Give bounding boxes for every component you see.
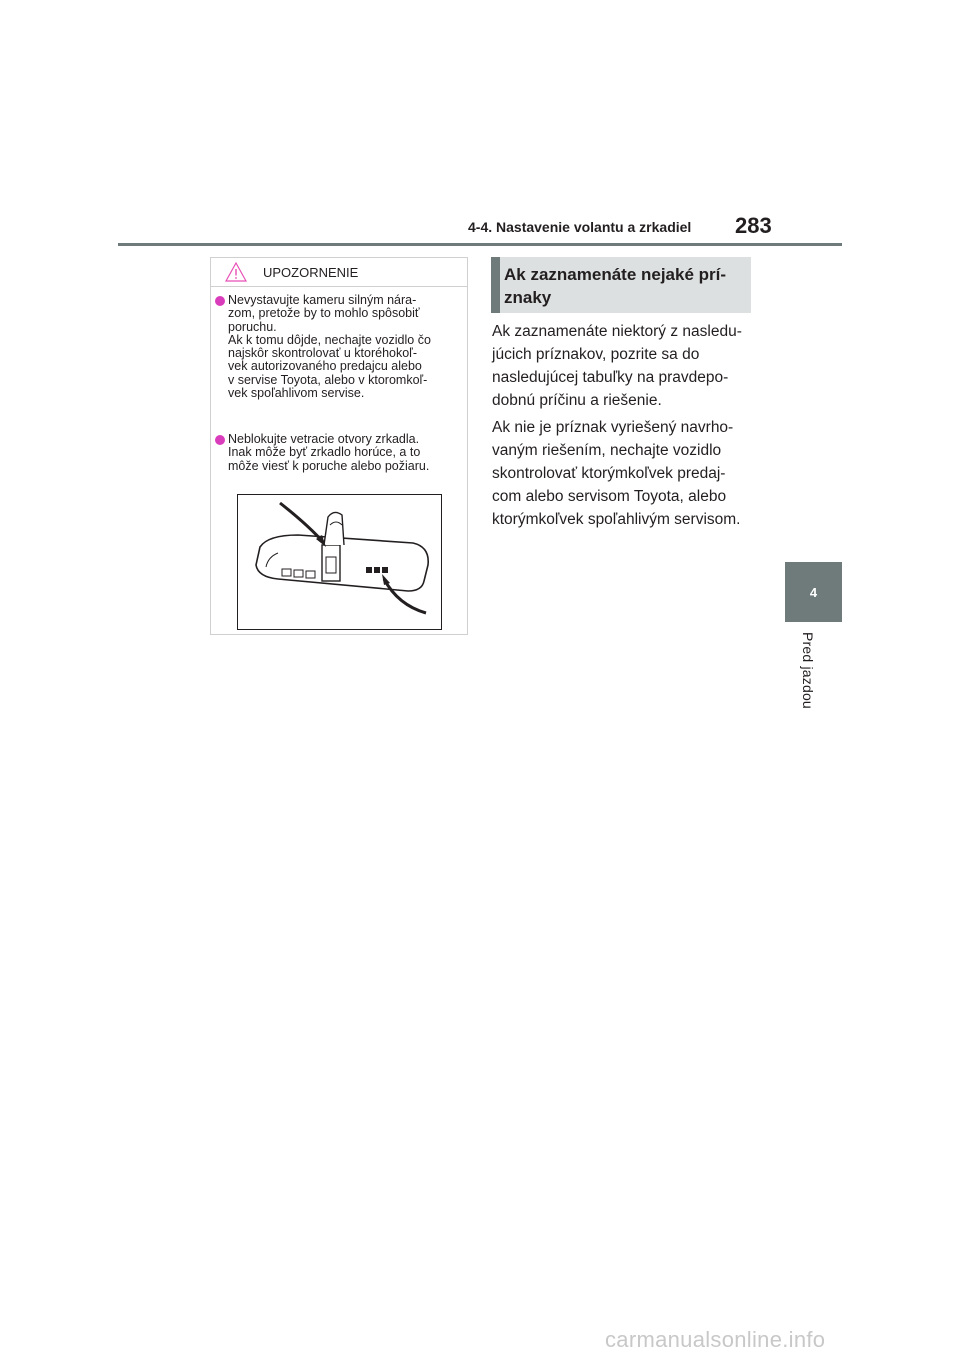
warning-header	[211, 258, 467, 287]
warning-line: Nevystavujte kameru silným nára-	[228, 293, 417, 307]
warning-line: najskôr skontrolovať u ktoréhokoľ-	[228, 346, 417, 361]
warning-line: môže viesť k poruche alebo požiaru.	[228, 458, 430, 473]
warning-line: Inak môže byť zrkadlo horúce, a to	[228, 445, 421, 460]
warning-triangle-icon	[225, 262, 247, 282]
body-line: júcich príznakov, pozrite sa do	[492, 346, 700, 363]
body-line: vaným riešením, nechajte vozidlo	[492, 442, 722, 459]
warning-line: vek spoľahlivom servise.	[228, 386, 365, 401]
warning-line: v servise Toyota, alebo v ktoromkoľ-	[228, 372, 428, 387]
warning-item	[215, 294, 465, 400]
page-number: 283	[735, 213, 772, 238]
warning-title: UPOZORNENIE	[263, 265, 359, 280]
mirror-drawing	[238, 495, 441, 629]
warning-item	[215, 433, 465, 473]
body-line: ktorýmkoľvek spoľahlivým servisom.	[492, 511, 741, 528]
body-paragraph	[492, 320, 757, 412]
warning-line: Neblokujte vetracie otvory zrkadla.	[228, 432, 420, 446]
body-line: nasledujúcej tabuľky na pravdepo-	[492, 369, 729, 386]
body-paragraph	[492, 416, 757, 531]
body-line: skontrolovať ktorýmkoľvek predaj-	[492, 465, 726, 482]
chapter-number: 4	[809, 584, 818, 600]
body-line: Ak nie je príznak vyriešený navrho-	[492, 419, 734, 436]
body-line: Ak zaznamenáte niektorý z nasledu-	[492, 323, 742, 340]
footer-watermark: carmanualsonline.info	[605, 1327, 826, 1352]
section-title: 4-4. Nastavenie volantu a zrkadiel	[468, 219, 692, 235]
warning-line: zom, pretože by to mohlo spôsobiť	[228, 306, 420, 321]
body-line: com alebo servisom Toyota, alebo	[492, 488, 727, 505]
warning-line: poruchu.	[228, 319, 277, 334]
chapter-tab[interactable]	[785, 562, 842, 622]
body-line: dobnú príčinu a riešenie.	[492, 392, 662, 409]
warning-line: Ak k tomu dôjde, nechajte vozidlo čo	[228, 332, 431, 347]
header-divider	[118, 243, 842, 246]
chapter-title: Pred jazdou	[800, 632, 816, 709]
warning-line: vek autorizovaného predajcu alebo	[228, 359, 422, 374]
heading-line: Ak zaznamenáte nejaké prí-	[504, 265, 727, 284]
mirror-illustration	[237, 494, 442, 630]
bullet-icon	[215, 435, 225, 445]
warning-box	[210, 257, 468, 635]
section-heading	[491, 257, 751, 313]
heading-line: znaky	[504, 288, 552, 307]
bullet-icon	[215, 296, 225, 306]
